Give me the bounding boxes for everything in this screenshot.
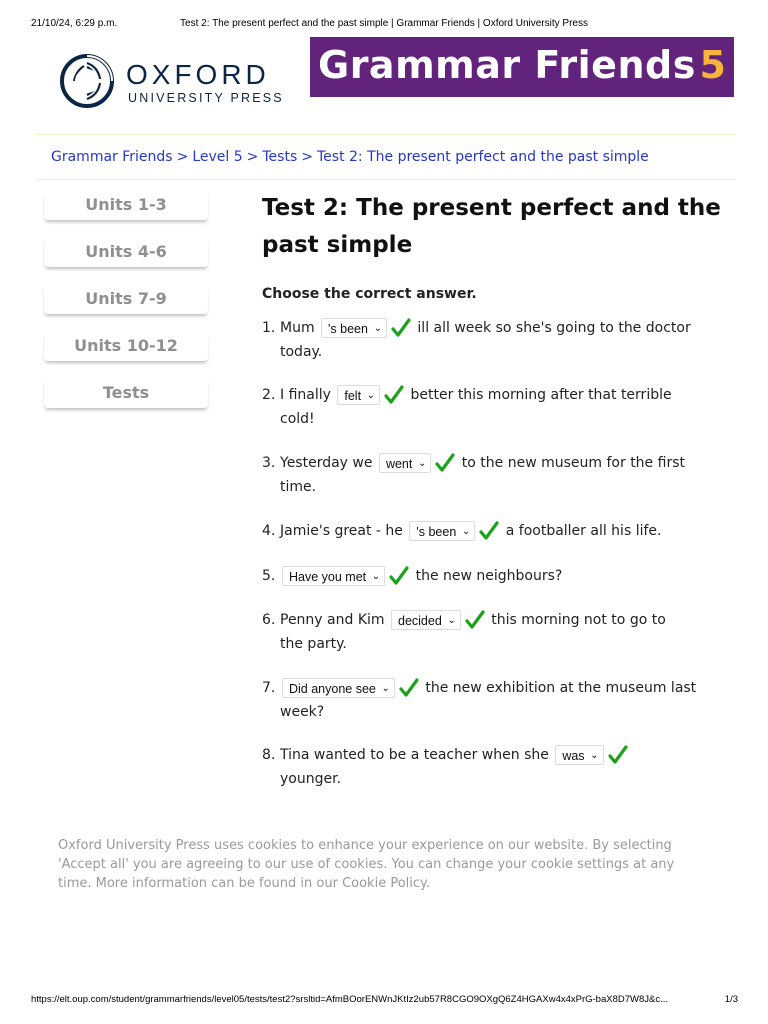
chevron-down-icon: ⌄	[461, 526, 471, 537]
question-number: 4.	[262, 523, 276, 539]
answer-dropdown[interactable]	[379, 453, 431, 473]
question-text-before: Tina wanted to be a teacher when she	[280, 747, 549, 763]
question-text-after: this morning not to go to	[491, 612, 666, 628]
chevron-down-icon: ⌄	[381, 683, 390, 694]
chevron-down-icon: ⌄	[590, 750, 599, 761]
question-number: 8.	[262, 747, 276, 763]
breadcrumb-link-current-test[interactable]: Test 2: The present perfect and the past simple	[316, 149, 649, 165]
page-title-rest: The present perfect and the past simple	[262, 195, 721, 258]
answer-dropdown[interactable]	[337, 385, 380, 405]
question-text-continuation: week?	[280, 704, 325, 720]
sidebar-nav	[44, 190, 208, 425]
instruction-text: Choose the correct answer.	[262, 286, 477, 302]
question-text-continuation: time.	[280, 479, 317, 495]
chevron-down-icon: ⌄	[417, 458, 427, 469]
logo-text-oxford: OXFORD	[126, 59, 270, 90]
answer-dropdown-value: 's been	[328, 322, 368, 336]
question-text-before: Penny and Kim	[280, 612, 385, 628]
question-text-before: Jamie's great - he	[280, 523, 403, 539]
question-number: 6.	[262, 612, 276, 628]
breadcrumb-separator: >	[301, 149, 313, 165]
sidebar-item-units-7-9[interactable]: Units 7-9	[44, 284, 208, 314]
correct-checkmark-icon	[399, 678, 419, 698]
question-text-before: Yesterday we	[280, 455, 373, 471]
answer-dropdown-value: felt	[344, 389, 362, 403]
chevron-down-icon: ⌄	[366, 390, 376, 401]
print-date: 21/10/24, 6:29 p.m.	[31, 18, 118, 29]
chevron-down-icon: ⌄	[373, 323, 382, 334]
correct-checkmark-icon	[389, 566, 409, 586]
oxford-logo[interactable]	[60, 53, 290, 111]
breadcrumb-separator: >	[246, 149, 259, 165]
question-text-continuation: younger.	[280, 771, 342, 787]
sidebar-item-tests[interactable]: Tests	[44, 378, 208, 408]
sidebar-item-units-1-3[interactable]: Units 1-3	[44, 190, 208, 220]
correct-checkmark-icon	[435, 453, 455, 473]
correct-checkmark-icon	[479, 521, 499, 541]
question-text-after: ill all week so she's going to the doctor	[417, 320, 691, 336]
chevron-down-icon: ⌄	[371, 571, 381, 582]
question-text-before: I finally	[280, 387, 331, 403]
chevron-down-icon: ⌄	[447, 615, 456, 626]
question-number: 1.	[262, 320, 276, 336]
question-item	[262, 608, 717, 656]
question-text-before: Mum	[280, 320, 315, 336]
page-title-bold: Test 2:	[262, 195, 349, 221]
breadcrumb-separator: >	[176, 149, 189, 165]
answer-dropdown-value: Did anyone see	[289, 682, 376, 696]
question-text-after: the new neighbours?	[415, 568, 563, 584]
answer-dropdown[interactable]	[321, 318, 387, 338]
answer-dropdown-value: Have you met	[289, 570, 367, 584]
question-text-after: better this morning after that terrible	[410, 387, 672, 403]
print-page-number: 1/3	[724, 994, 738, 1005]
question-text-continuation: cold!	[280, 411, 315, 427]
question-number: 7.	[262, 680, 276, 696]
question-text-after: a footballer all his life.	[505, 523, 662, 539]
answer-dropdown[interactable]	[282, 566, 385, 586]
correct-checkmark-icon	[391, 318, 411, 338]
question-item	[262, 451, 717, 499]
sidebar-item-units-4-6[interactable]: Units 4-6	[44, 237, 208, 267]
question-item	[262, 564, 717, 588]
question-number: 3.	[262, 455, 276, 471]
answer-dropdown-value: decided	[398, 614, 442, 628]
answer-dropdown-value: was	[562, 749, 585, 763]
question-item	[262, 743, 717, 791]
answer-dropdown[interactable]	[409, 521, 475, 541]
correct-checkmark-icon	[465, 610, 485, 630]
answer-dropdown[interactable]	[391, 610, 461, 630]
banner-title: Grammar Friends	[318, 43, 696, 87]
breadcrumb-link-grammar-friends[interactable]: Grammar Friends	[51, 149, 173, 165]
answer-dropdown[interactable]	[282, 678, 395, 698]
breadcrumb-link-level[interactable]: Level 5	[192, 149, 243, 165]
correct-checkmark-icon	[608, 745, 628, 765]
breadcrumb-link-tests[interactable]: Tests	[262, 149, 298, 165]
answer-dropdown-value: went	[385, 457, 413, 471]
question-item	[262, 316, 717, 364]
question-text-after: the new exhibition at the museum last	[425, 680, 697, 696]
question-text-continuation: today.	[280, 344, 323, 360]
logo-text-university-press: UNIVERSITY PRESS	[128, 91, 284, 105]
print-footer	[0, 994, 768, 1008]
answer-dropdown[interactable]	[555, 745, 603, 765]
question-item	[262, 519, 717, 543]
question-text-continuation: the party.	[280, 636, 347, 652]
answer-dropdown-value: 's been	[416, 525, 457, 539]
question-item	[262, 676, 717, 724]
question-number: 5.	[262, 568, 276, 584]
print-title: Test 2: The present perfect and the past simple | Grammar Friends | Oxford University Press	[180, 18, 588, 29]
question-number: 2.	[262, 387, 276, 403]
question-list	[262, 0, 722, 820]
print-url: https://elt.oup.com/student/grammarfriends/level05/tests/test2?srsltid=AfmBOorENWnJKtIz2ub57R8CGO9OXgQ6Z4HGAXw4x4xPrG-baX8D7W8J&c...	[31, 994, 669, 1005]
correct-checkmark-icon	[384, 385, 404, 405]
question-text-after: to the new museum for the first	[461, 455, 685, 471]
question-item	[262, 383, 717, 431]
banner-level-number: 5	[699, 43, 726, 87]
oup-emblem-icon	[60, 53, 114, 109]
cookie-notice: Oxford University Press uses cookies to enhance your experience on our website. By selecting 'Accept all' you are agreeing to our use of cookies. You can change your cookie settings at any time. More information can be found in our Cookie Policy.	[58, 838, 675, 891]
sidebar-item-units-10-12[interactable]: Units 10-12	[44, 331, 208, 361]
